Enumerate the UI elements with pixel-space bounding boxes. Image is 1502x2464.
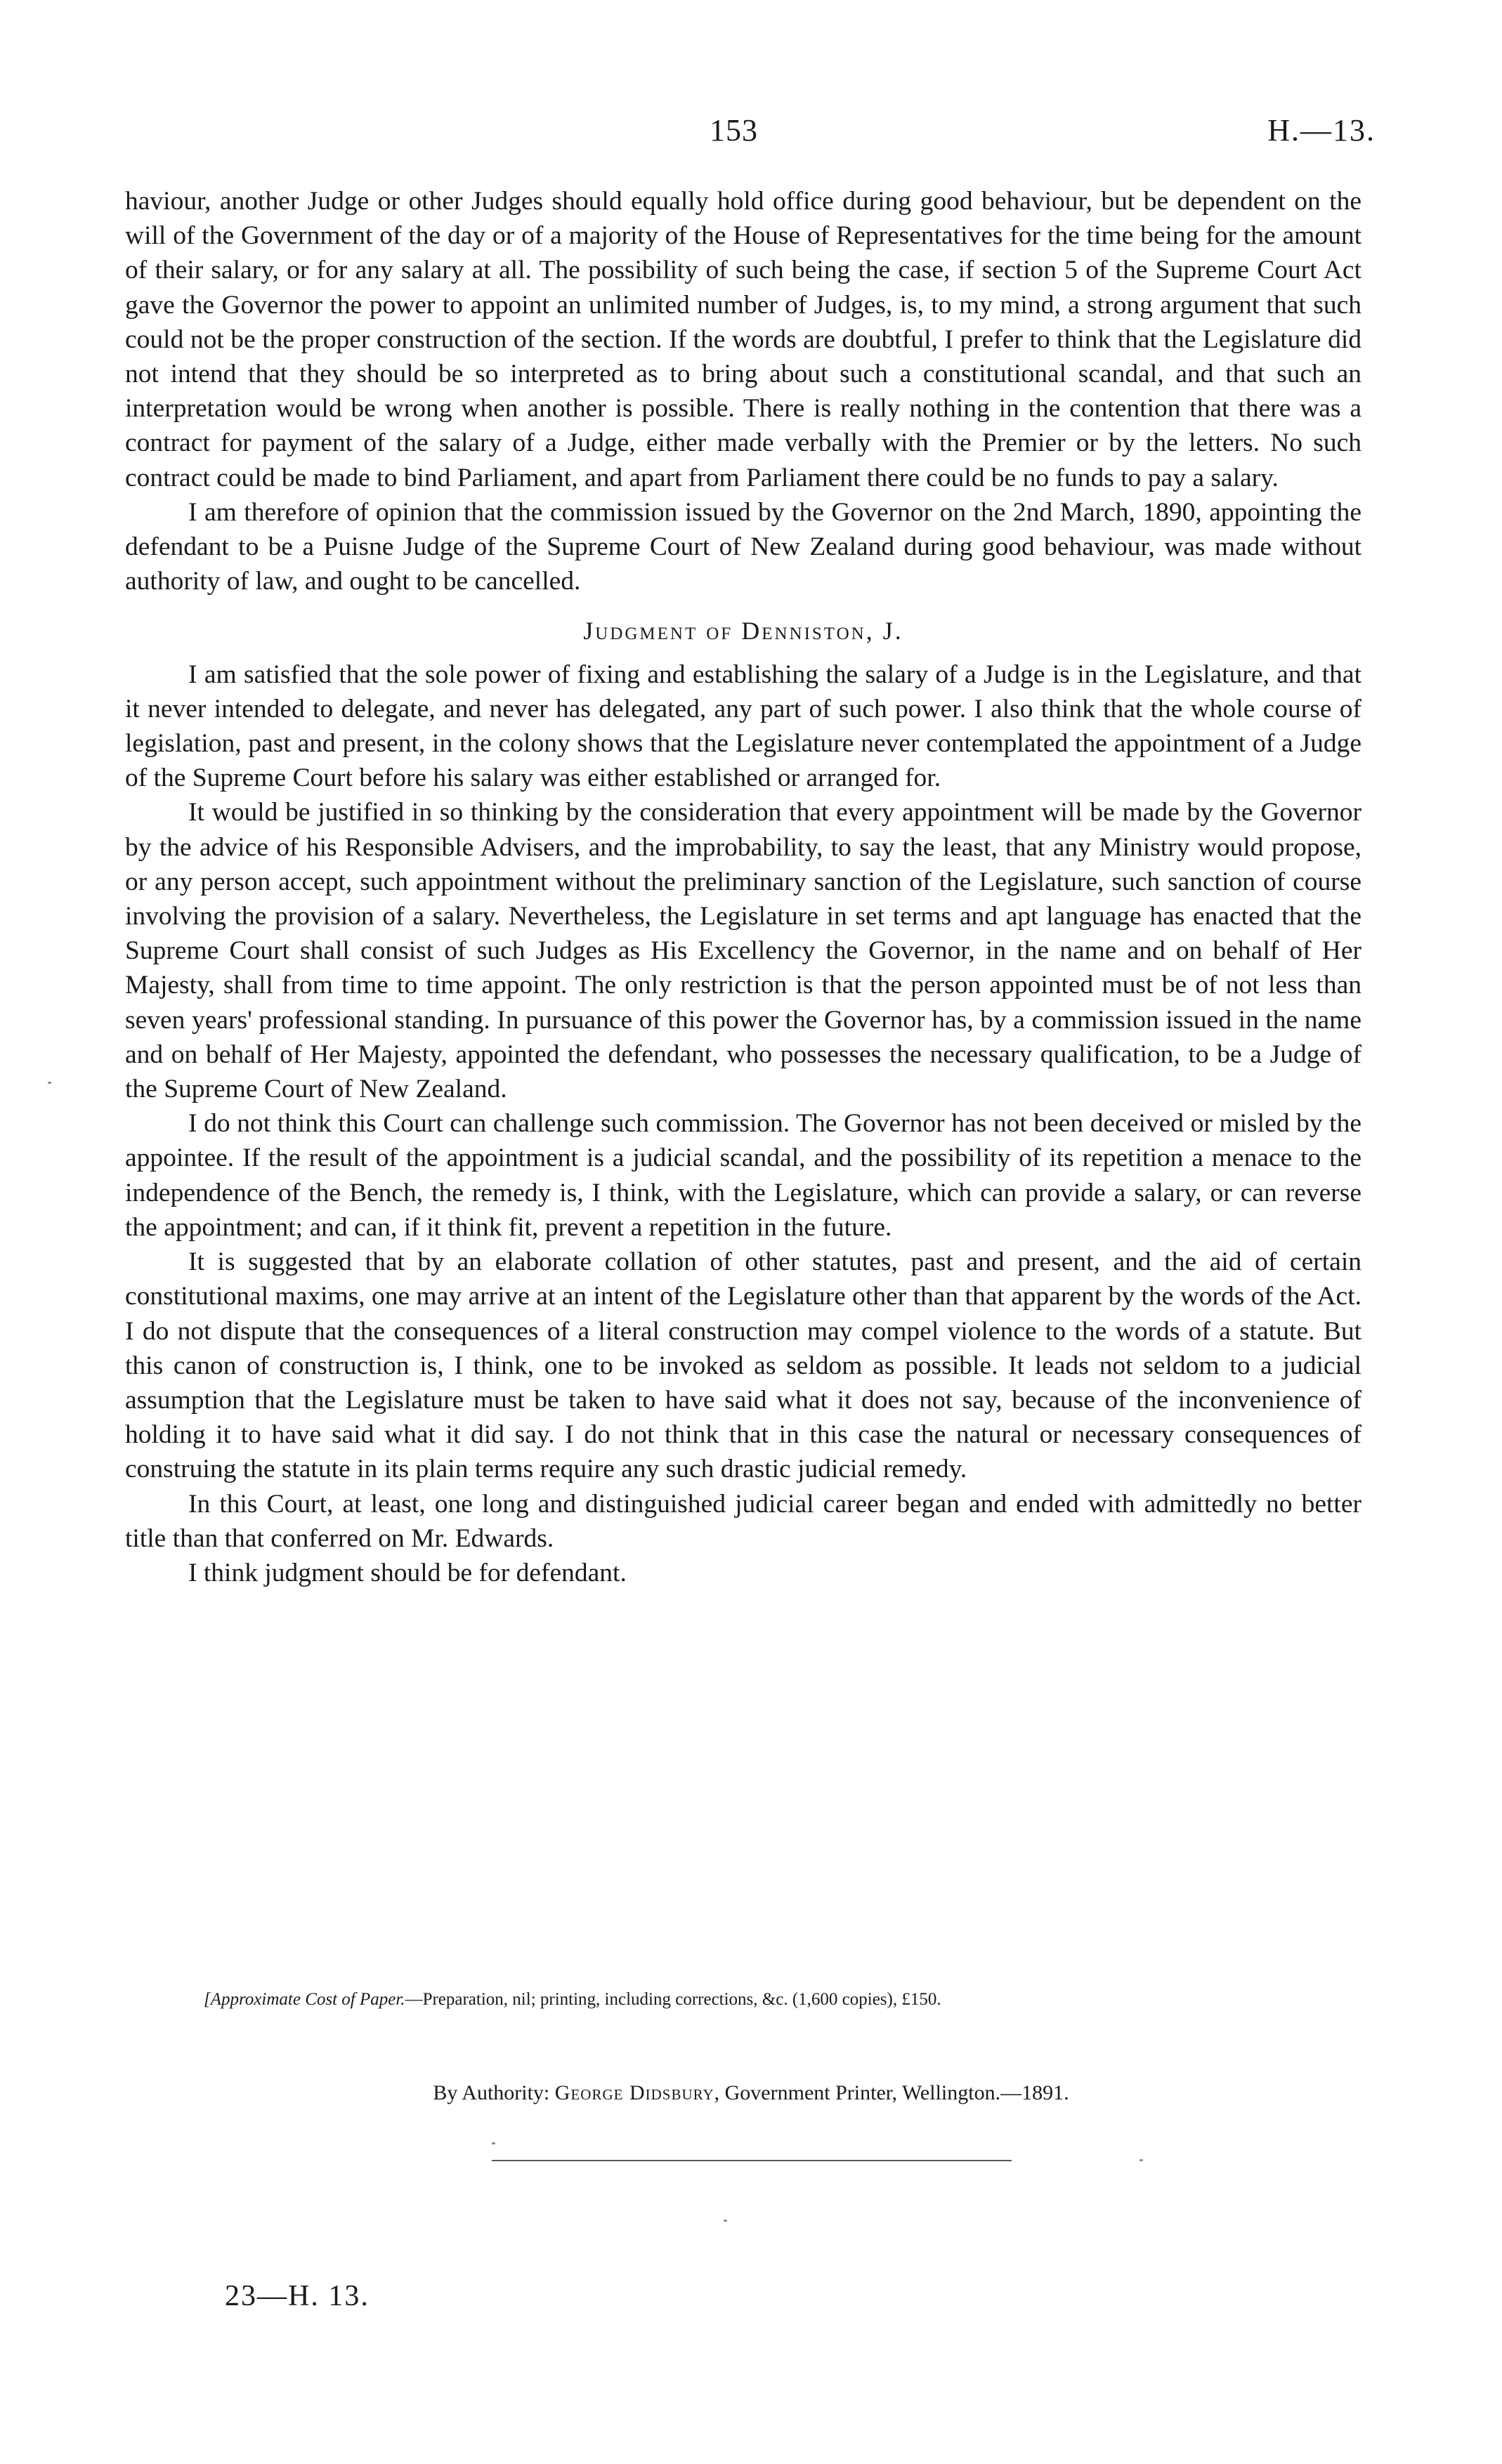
print-speck bbox=[724, 2220, 727, 2222]
paragraph: I do not think this Court can challenge such commission. The Governor has not been deceived or misled by the appointee. If the result of the appointment is a judicial scandal, and the possibility of its repetition a menace to the independence of the Bench, the remedy is, I think, with the Legislature, which can provide a salary, or can reverse the appointment; and can, if it think fit, prevent a repetition in the future. bbox=[125, 1109, 1361, 1242]
paragraph: It would be justified in so thinking by the consideration that every appointment will be made by the Governor by the advice of his Responsible Advisers, and the improbability, to say the least, that any Ministry would propose, or any person accept, such appointment without the preliminary sanction of the Legislature, such sanction of course involving the provision of a salary. Nevertheless, the Legislature in set terms and apt language has enacted that the Supreme Court shall consist of such Judges as His Excellency the Governor, in the name and on behalf of Her Majesty, shall from time to time appoint. The only restriction is that the person appointed must be of not less than seven years' professional standing. In pursuance of this power the Governor has, by a commission issued in the name and on behalf of Her Majesty, appointed the defendant, who possesses the necessary qualification, to be a Judge of the Supreme Court of New Zealand. bbox=[125, 798, 1361, 1104]
paragraph: I think judgment should be for defendant. bbox=[188, 1558, 627, 1587]
authority-prefix: By Authority: bbox=[433, 2081, 555, 2104]
page-number: 153 bbox=[710, 113, 758, 148]
paragraph: I am satisfied that the sole power of fixing and establishing the salary of a Judge is in the Legislature, and that it never intended to delegate, and never has delegated, any part of such power. I also think that the whole course of legislation, past and present, in the colony shows that the Legislature never contemplated the appointment of a Judge of the Supreme Court before his salary was either established or arranged for. bbox=[125, 660, 1361, 793]
body-text bbox=[125, 184, 1361, 1590]
paragraph: It is suggested that by an elaborate collation of other statutes, past and present, and the aid of certain constitutional maxims, one may arrive at an intent of the Legislature other than that apparent by the words of the Act. I do not dispute that the consequences of a literal construction may compel violence to the words of a statute. But this canon of construction is, I think, one to be invoked as seldom as possible. It leads not seldom to a judicial assumption that the Legislature must be taken to have said what it does not say, because of the inconvenience of holding it to have said what it did say. I do not think that in this case the natural or necessary consequences of construing the statute in its plain terms require any such drastic judicial remedy. bbox=[125, 1247, 1361, 1484]
footer-code: 23—H. 13. bbox=[225, 2280, 370, 2312]
printer-authority bbox=[0, 2079, 1502, 2107]
horizontal-rule bbox=[492, 2160, 1012, 2161]
paragraph: I am therefore of opinion that the commission issued by the Governor on the 2nd March, 1890, appointing the defendant to be a Puisne Judge of the Supreme Court of New Zealand during good behaviour, was made without authority of law, and ought to be cancelled. bbox=[125, 497, 1361, 596]
paragraph: haviour, another Judge or other Judges should equally hold office during good behaviour, but be dependent on the will of the Government of the day or of a majority of the House of Representatives for the time being for the amount of their salary, or for any salary at all. The possibility of such being the case, if section 5 of the Supreme Court Act gave the Governor the power to appoint an unlimited number of Judges, is, to my mind, a strong argument that such could not be the proper construction of the section. If the words are doubtful, I prefer to think that the Legislature did not intend that they should be so interpreted as to bring about such a constitutional scandal, and that such an interpretation would be wrong when another is possible. There is really nothing in the contention that there was a contract for payment of the salary of a Judge, either made verbally with the Premier or by the letters. No such contract could be made to bind Parliament, and apart from Parliament there could be no funds to pay a salary. bbox=[125, 187, 1361, 492]
page-header bbox=[0, 112, 1502, 155]
print-speck bbox=[1139, 2159, 1143, 2161]
printer-name: George Didsbury bbox=[554, 2081, 714, 2104]
print-speck bbox=[492, 2142, 495, 2144]
section-heading: Judgment of Denniston, J. bbox=[583, 617, 903, 646]
print-speck bbox=[48, 1082, 51, 1084]
paragraph: In this Court, at least, one long and distinguished judicial career began and ended with admittedly no better title than that conferred on Mr. Edwards. bbox=[125, 1489, 1361, 1553]
cost-note bbox=[204, 1988, 1363, 2012]
paper-code: H.—13. bbox=[1267, 113, 1376, 148]
authority-suffix: , Government Printer, Wellington.—1891. bbox=[714, 2081, 1069, 2104]
cost-note-label: [Approximate Cost of Paper. bbox=[204, 1990, 405, 2009]
cost-note-text: —Preparation, nil; printing, including corrections, &c. (1,600 copies), £150. bbox=[405, 1990, 941, 2009]
